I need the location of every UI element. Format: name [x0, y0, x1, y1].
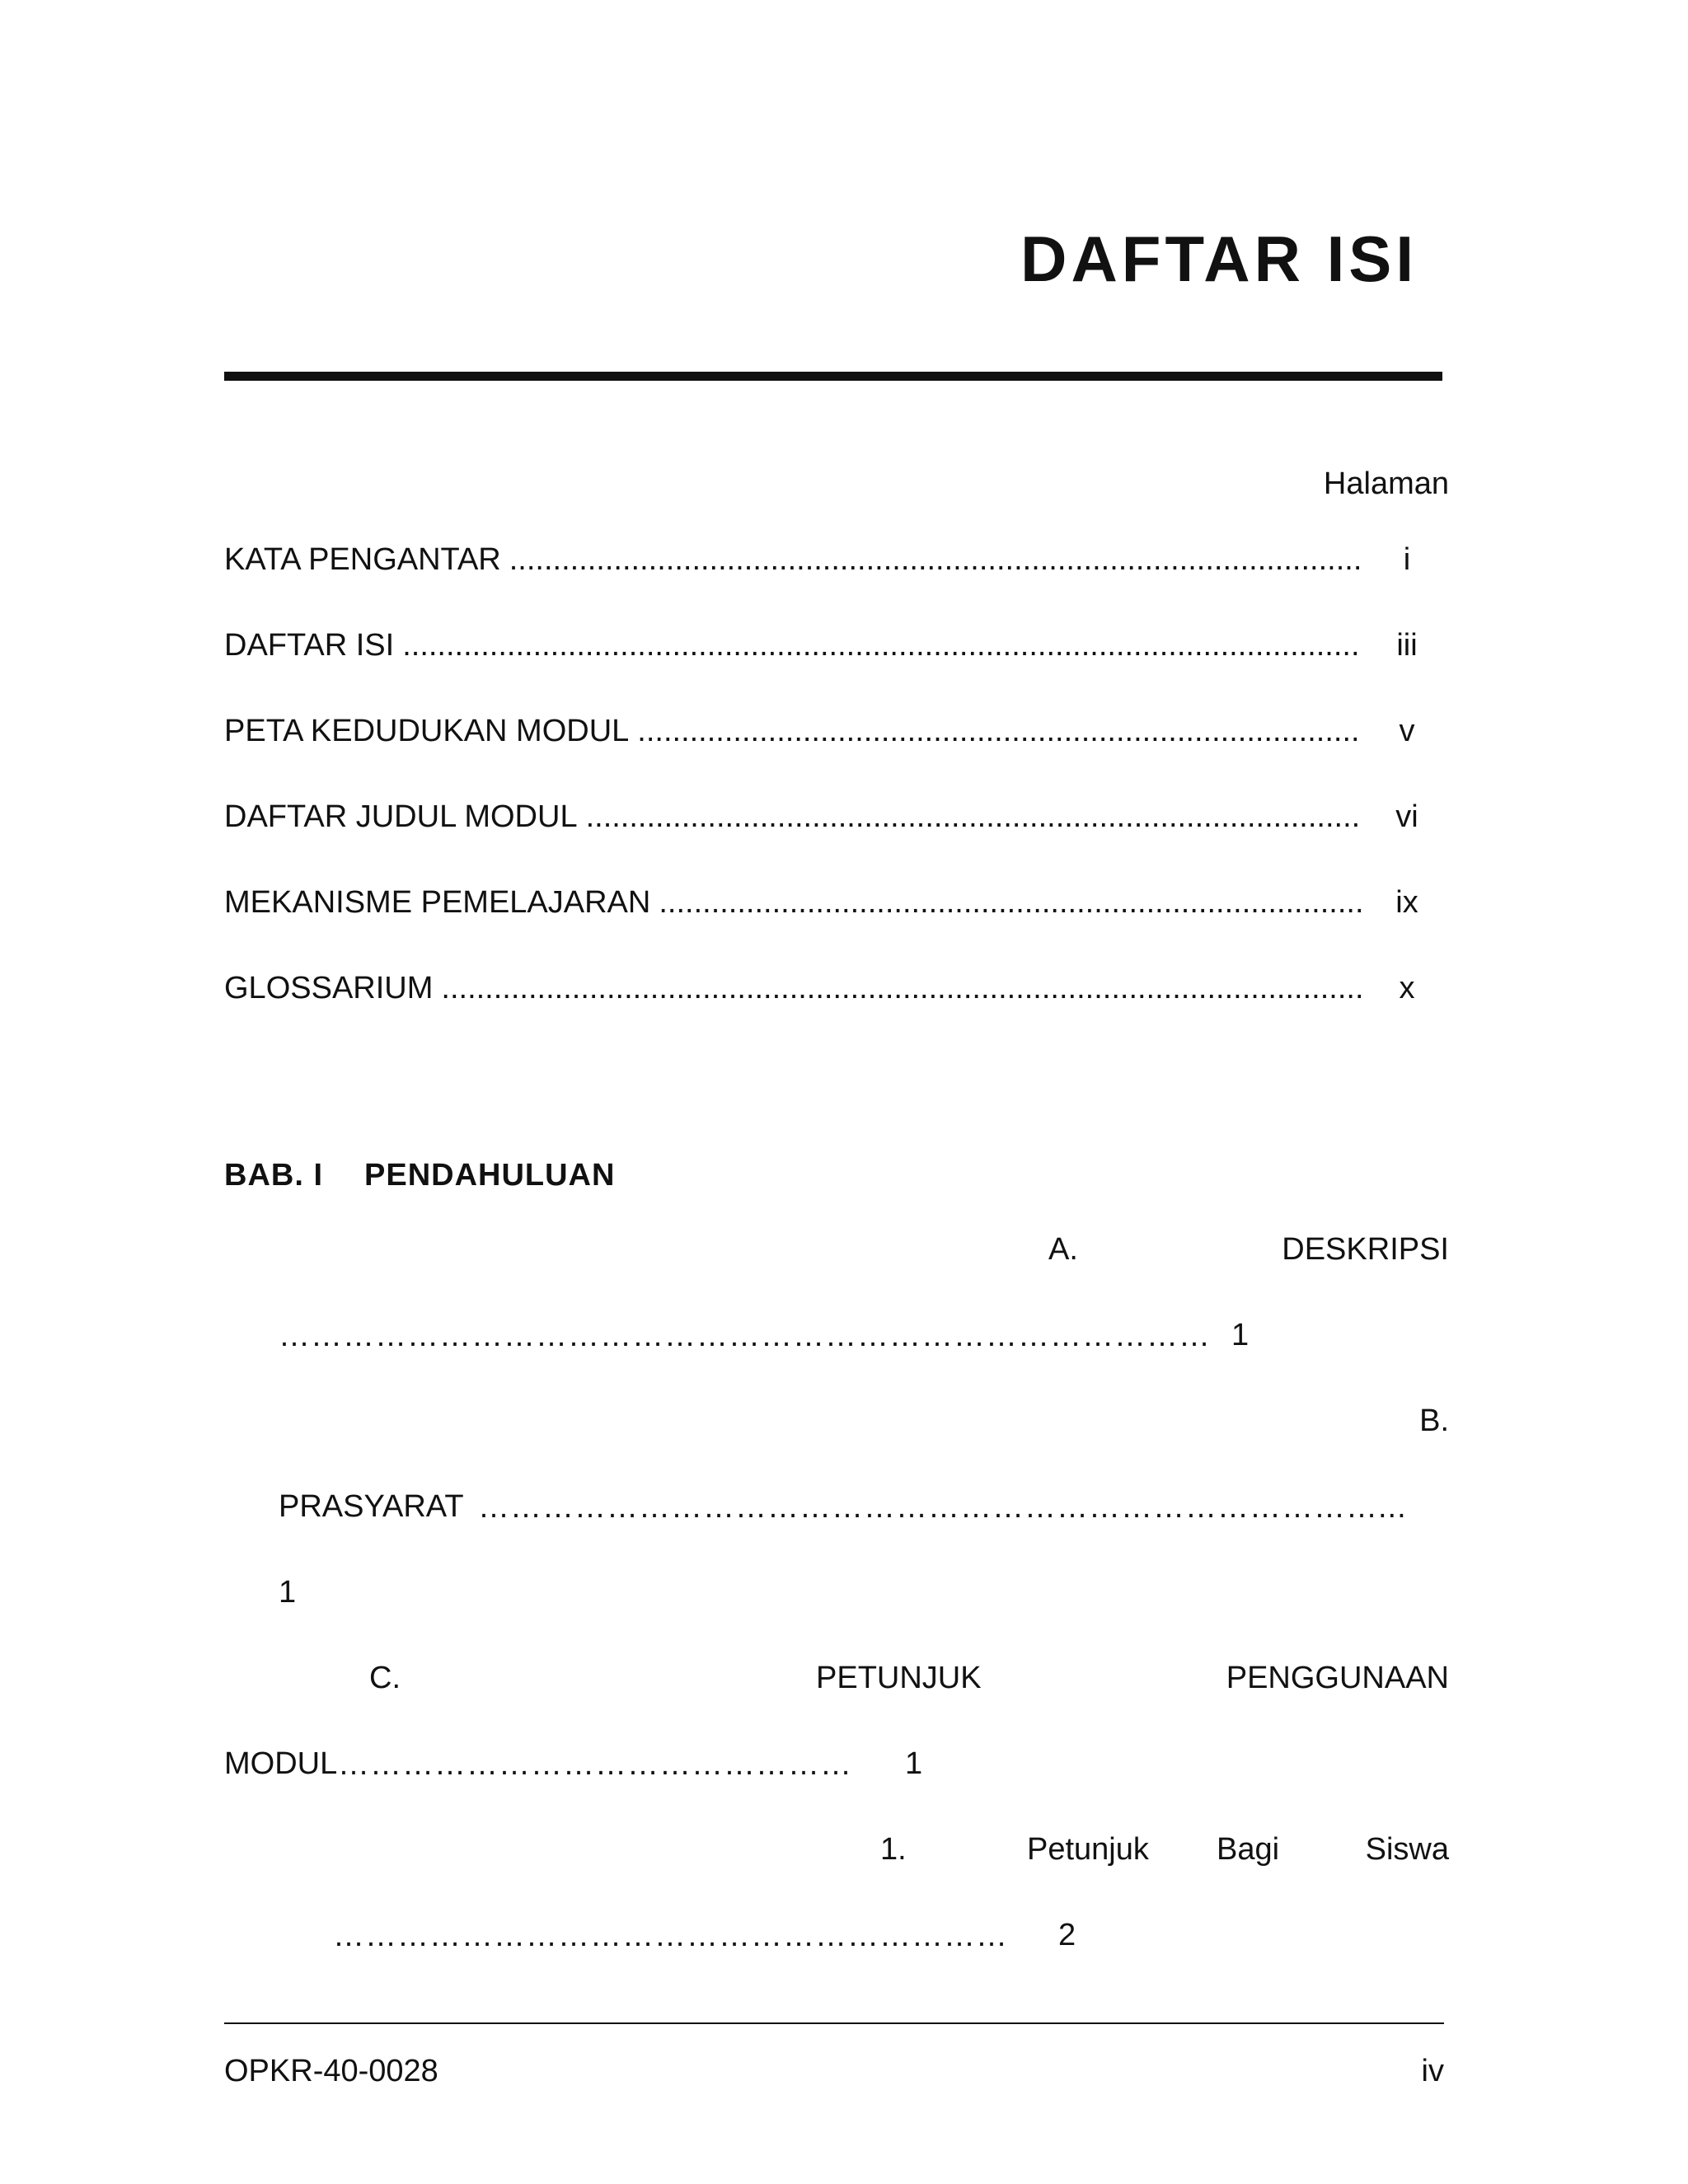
- toc-entry-page: x: [1399, 971, 1415, 1005]
- sub-entry-label-word: MODUL: [224, 1746, 338, 1781]
- toc-leader-dots: [586, 801, 1362, 832]
- sub-sub-entry-label-word: Bagi: [1217, 1832, 1280, 1867]
- sub-sub-entry-label-word: Siswa: [1365, 1832, 1449, 1867]
- toc-entry: [224, 630, 1362, 666]
- document-code: OPKR-40-0028: [224, 2054, 438, 2088]
- toc-entry-page: iii: [1396, 628, 1418, 663]
- toc-entry-page: ix: [1395, 885, 1418, 920]
- page-title: DAFTAR ISI: [1020, 223, 1418, 295]
- page-column-label: Halaman: [1323, 466, 1449, 501]
- sub-entry-page: 1: [279, 1575, 297, 1610]
- title-divider: [224, 372, 1442, 381]
- toc-leader-dots: ………………………………………………………: [333, 1919, 1008, 1953]
- sub-entry-label-word: PETUNJUK: [816, 1661, 982, 1695]
- toc-leader-dots: [402, 630, 1362, 661]
- chapter-heading: [224, 1158, 615, 1193]
- toc-leader-dots: [441, 972, 1362, 1004]
- toc-entry-label: GLOSSARIUM: [224, 971, 434, 1005]
- page-number: iv: [1421, 2054, 1444, 2088]
- footer-divider: [224, 2022, 1444, 2024]
- toc-entry: [224, 801, 1362, 837]
- toc-entry: [224, 544, 1362, 580]
- sub-entry-marker: A.: [1048, 1232, 1078, 1267]
- sub-sub-entry-page: 2: [1058, 1918, 1076, 1952]
- toc-entry-page: vi: [1395, 799, 1418, 834]
- sub-entry-page: 1: [905, 1746, 923, 1781]
- toc-leader-dots: ……………………………………………………………………………: [279, 1319, 1211, 1353]
- toc-entry-label: PETA KEDUDUKAN MODUL: [224, 714, 630, 748]
- toc-entry-label: DAFTAR ISI: [224, 628, 395, 663]
- toc-entry-page: v: [1399, 714, 1415, 748]
- sub-entry-page: 1: [1231, 1318, 1250, 1352]
- toc-entry-label: MEKANISME PEMELAJARAN: [224, 885, 651, 920]
- toc-entry-label: KATA PENGANTAR: [224, 542, 501, 577]
- sub-entry-marker: C.: [369, 1661, 401, 1695]
- sub-sub-entry-label-word: Petunjuk: [1027, 1832, 1149, 1867]
- toc-entry-page: i: [1403, 542, 1411, 577]
- toc-leader-dots: …………………………………………: [338, 1747, 852, 1782]
- chapter-number: BAB. I: [224, 1158, 323, 1193]
- sub-entry-label: DESKRIPSI: [1282, 1232, 1449, 1267]
- sub-entry-marker: B.: [1419, 1404, 1449, 1438]
- toc-entry: [224, 972, 1362, 1009]
- toc-entry: [224, 887, 1362, 923]
- toc-leader-dots: [637, 715, 1362, 747]
- toc-entry: [224, 715, 1362, 752]
- toc-entry-label: DAFTAR JUDUL MODUL: [224, 799, 578, 834]
- sub-entry-label: PRASYARAT: [279, 1489, 464, 1524]
- toc-leader-dots: …………………………………………………………………………...: [478, 1490, 1407, 1525]
- sub-entry-label-word: PENGGUNAAN: [1226, 1661, 1449, 1695]
- chapter-title: PENDAHULUAN: [364, 1158, 616, 1193]
- sub-sub-entry-marker: 1.: [880, 1832, 907, 1867]
- toc-leader-dots: [509, 544, 1362, 575]
- toc-leader-dots: [659, 887, 1362, 918]
